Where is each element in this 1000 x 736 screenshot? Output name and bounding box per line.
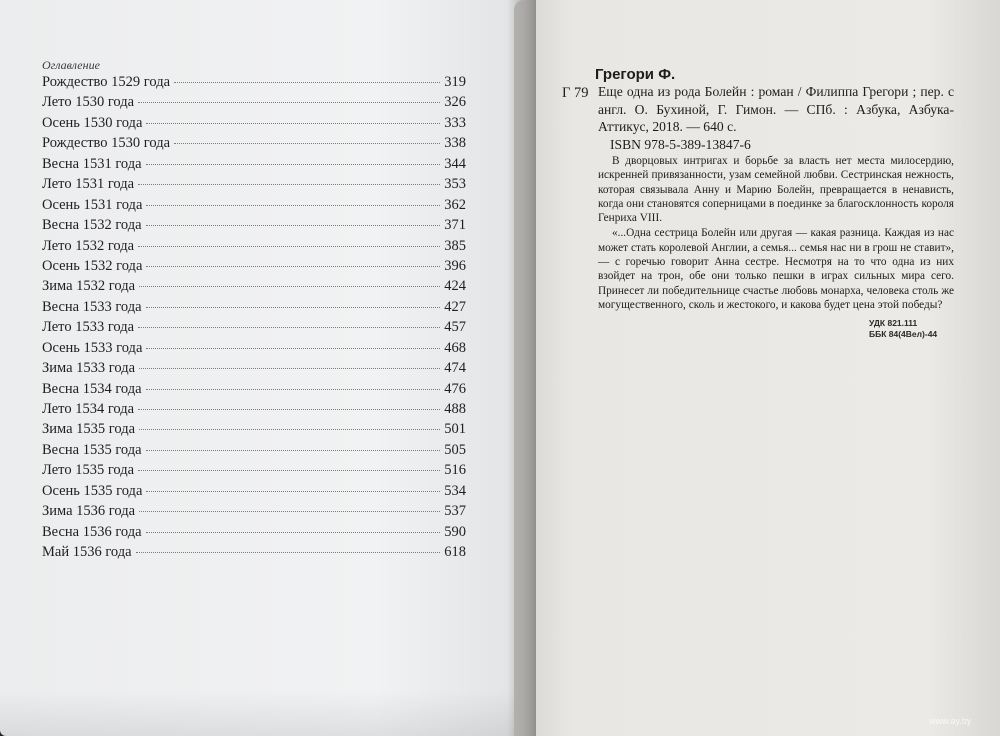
toc-leader-dots (146, 225, 440, 226)
toc-row (42, 278, 466, 298)
toc-row (42, 176, 466, 196)
toc-entry-title: Весна 1535 года (42, 441, 142, 458)
toc-entry-title: Рождество 1530 года (42, 135, 171, 152)
toc-entry-page: 457 (444, 319, 466, 336)
toc-leader-dots (138, 470, 440, 471)
toc-entry-page: 501 (444, 421, 466, 438)
book-gutter (508, 0, 536, 736)
toc-entry-title: Весна 1536 года (42, 523, 142, 540)
toc-entry-page: 427 (444, 298, 466, 315)
toc-entry-page: 505 (444, 441, 466, 458)
toc-leader-dots (136, 552, 440, 553)
toc-row (42, 197, 466, 217)
toc-entry-title: Весна 1533 года (42, 298, 142, 315)
toc-entry-title: Май 1536 года (42, 544, 132, 561)
toc-row (42, 135, 466, 155)
toc-entry-title: Осень 1531 года (42, 196, 143, 213)
toc-row (42, 524, 466, 544)
toc-leader-dots (174, 82, 440, 83)
toc-entry-page: 476 (444, 380, 466, 397)
toc-leader-dots (146, 532, 440, 533)
catalog-annotation (598, 154, 954, 312)
toc-entry-page: 488 (444, 401, 466, 417)
toc-entry-page: 385 (444, 237, 466, 254)
toc-entry-page: 537 (444, 503, 466, 520)
page-shadow (0, 690, 537, 736)
toc-entry-page: 396 (444, 257, 466, 274)
toc-row (42, 319, 466, 339)
toc-row (42, 217, 466, 237)
toc-entry-page: 590 (444, 523, 466, 540)
toc-entry-title: Осень 1533 года (42, 339, 143, 356)
toc-entry-page: 326 (444, 94, 466, 111)
toc-leader-dots (139, 368, 440, 369)
toc-leader-dots (146, 389, 440, 390)
toc-row (42, 381, 466, 401)
toc-entry-title: Весна 1534 года (42, 380, 142, 397)
toc-entry-page: 319 (444, 74, 466, 90)
toc-heading: Оглавление (42, 58, 100, 72)
toc-entry-page: 516 (444, 462, 466, 479)
toc-leader-dots (138, 102, 440, 103)
toc-entry-title: Осень 1535 года (42, 482, 143, 499)
toc-entry-page: 371 (444, 217, 466, 234)
toc-entry-title: Зима 1535 года (42, 421, 136, 438)
toc-row (42, 462, 466, 482)
toc-row (42, 401, 466, 421)
toc-row (42, 421, 466, 441)
toc-entry-page: 338 (444, 135, 466, 152)
toc-entry-title: Лето 1532 года (42, 237, 135, 254)
toc-entry-title: Лето 1535 года (42, 462, 135, 479)
toc-row (42, 94, 466, 114)
udk-code: УДК 821.111 (869, 318, 918, 328)
toc-row (42, 442, 466, 462)
toc-entry-page: 474 (444, 360, 466, 377)
toc-leader-dots (138, 327, 440, 328)
toc-leader-dots (146, 123, 440, 124)
toc-entry-title: Лето 1531 года (42, 176, 135, 193)
catalog-author: Грегори Ф. (595, 66, 676, 83)
toc-entry-page: 618 (444, 544, 466, 561)
toc-list (42, 74, 466, 565)
toc-entry-page: 344 (444, 155, 466, 172)
toc-leader-dots (174, 143, 440, 144)
toc-entry-title: Лето 1530 года (42, 94, 135, 111)
toc-row (42, 238, 466, 258)
toc-entry-page: 534 (444, 482, 466, 499)
toc-entry-title: Весна 1531 года (42, 155, 142, 172)
toc-row (42, 156, 466, 176)
watermark: www.ay.by (929, 716, 972, 726)
toc-leader-dots (139, 511, 440, 512)
bbk-code: ББК 84(4Вел)-44 (869, 329, 938, 339)
toc-row (42, 299, 466, 319)
annotation-paragraph-1: В дворцовых интригах и борьбе за власть нет места милосердию, искренней привязанности, узам семейной любви. Сестринская нежность, которая связывала Анну и Марию Болейн, превращается в ненависть, когда они становятся соперницами в поединке за благосклонность короля Генриха VIII. (598, 155, 954, 225)
catalog-isbn: ISBN 978-5-389-13847-6 (610, 136, 751, 152)
toc-entry-title: Весна 1532 года (42, 217, 142, 234)
toc-leader-dots (146, 164, 440, 165)
toc-entry-title: Зима 1533 года (42, 360, 136, 377)
toc-entry-page: 353 (444, 176, 466, 193)
toc-entry-page: 468 (444, 339, 466, 356)
toc-entry-page: 333 (444, 114, 466, 131)
toc-leader-dots (146, 450, 440, 451)
toc-entry-title: Лето 1533 года (42, 319, 135, 336)
annotation-paragraph-2: «...Одна сестрица Болейн или другая — какая разница. Каждая из нас может стать королевой Англии, а семья... семья нас ни в грош не ставит», — с горечью говорит Анна сестре. Несмотря на то что одна из них взойдет на трон, обе они только пешки в играх сильных мира сего. Принесет ли победительнице счастье любовь монарха, человека столь же могущественного, сколь и жестокого, и какова будет цена этой победы? (598, 227, 954, 311)
toc-leader-dots (146, 348, 440, 349)
toc-leader-dots (146, 266, 440, 267)
classification-codes (869, 318, 937, 340)
toc-entry-page: 362 (444, 196, 466, 213)
catalog-description: Еще одна из рода Болейн : роман / Филиппа Грегори ; пер. с англ. О. Бухиной, Г. Гимон. — СПб. : Азбука, Азбука-Аттикус, 2018. — 640 с. (598, 84, 954, 134)
toc-row (42, 115, 466, 135)
toc-entry-page: 424 (444, 278, 466, 295)
toc-row (42, 340, 466, 360)
toc-leader-dots (146, 491, 440, 492)
toc-entry-title: Лето 1534 года (42, 401, 135, 417)
toc-row (42, 360, 466, 380)
toc-leader-dots (139, 286, 440, 287)
toc-entry-title: Зима 1536 года (42, 503, 136, 520)
toc-entry-title: Рождество 1529 года (42, 74, 171, 90)
toc-leader-dots (139, 429, 440, 430)
toc-leader-dots (146, 307, 440, 308)
toc-leader-dots (138, 409, 440, 410)
toc-leader-dots (146, 205, 440, 206)
toc-leader-dots (138, 246, 440, 247)
toc-row (42, 258, 466, 278)
toc-entry-title: Зима 1532 года (42, 278, 136, 295)
toc-row (42, 483, 466, 503)
catalog-record (598, 83, 954, 153)
toc-row (42, 503, 466, 523)
toc-entry-title: Осень 1530 года (42, 114, 143, 131)
catalog-code: Г 79 (562, 85, 589, 101)
toc-row (42, 74, 466, 94)
toc-row (42, 544, 466, 564)
toc-entry-title: Осень 1532 года (42, 257, 143, 274)
toc-leader-dots (138, 184, 440, 185)
